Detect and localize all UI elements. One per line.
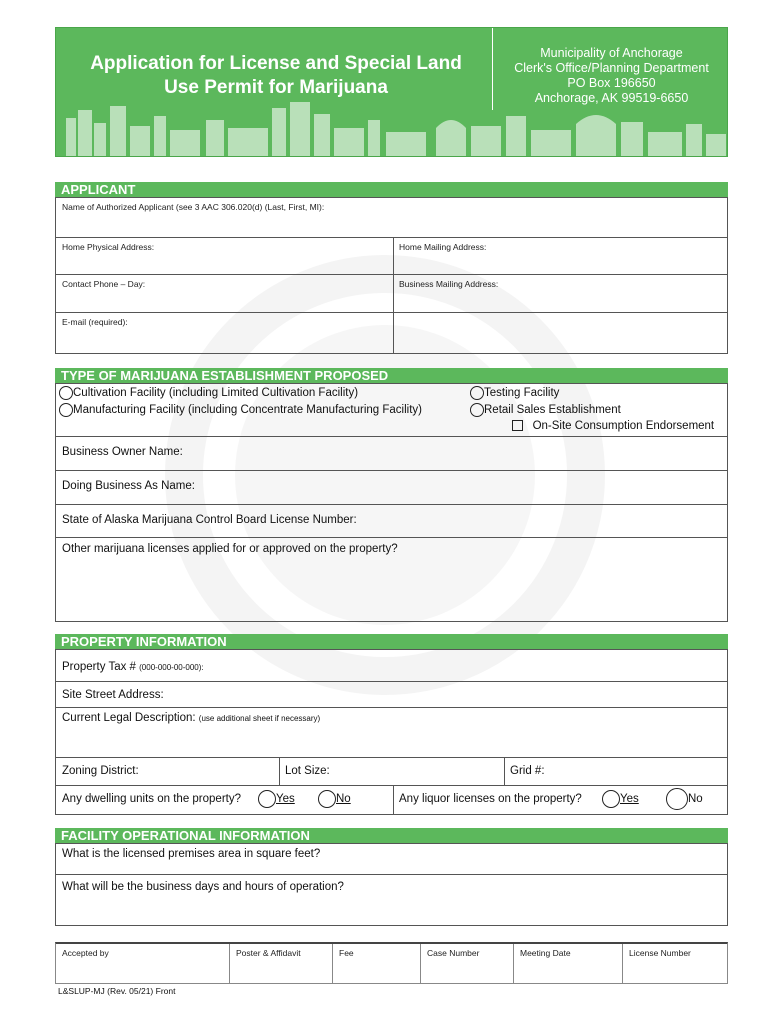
property-tax-label: Property Tax # (000-000-00-000): bbox=[62, 661, 204, 673]
business-mailing-address-label: Business Mailing Address: bbox=[399, 279, 499, 289]
option-retail[interactable]: Retail Sales Establishment bbox=[470, 403, 621, 417]
poster-affidavit-label: Poster & Affidavit bbox=[236, 948, 301, 958]
business-owner-name-label: Business Owner Name: bbox=[62, 446, 183, 458]
dwelling-units-question: Any dwelling units on the property? bbox=[62, 793, 241, 805]
property-heading: PROPERTY INFORMATION bbox=[55, 634, 728, 649]
accepted-by-label: Accepted by bbox=[62, 948, 109, 958]
lot-size-label: Lot Size: bbox=[285, 765, 330, 777]
fee-label: Fee bbox=[339, 948, 354, 958]
property-section bbox=[55, 649, 728, 815]
municipality-address: Municipality of Anchorage Clerk's Office/Planning Department PO Box 196650 Anchorage, AK 99519-6650 bbox=[514, 46, 709, 105]
meeting-date-label: Meeting Date bbox=[520, 948, 571, 958]
dwelling-no-option[interactable]: No bbox=[318, 790, 351, 808]
other-licenses-label: Other marijuana licenses applied for or approved on the property? bbox=[62, 543, 398, 555]
premises-area-question: What is the licensed premises area in square feet? bbox=[62, 848, 321, 860]
mcb-license-number-label: State of Alaska Marijuana Control Board License Number: bbox=[62, 514, 357, 526]
option-cultivation[interactable]: Cultivation Facility (including Limited Cultivation Facility) bbox=[59, 386, 358, 400]
license-number-label: License Number bbox=[629, 948, 691, 958]
legal-description-label: Current Legal Description: (use additional sheet if necessary) bbox=[62, 712, 321, 724]
dba-name-label: Doing Business As Name: bbox=[62, 480, 195, 492]
home-mailing-address-label: Home Mailing Address: bbox=[399, 242, 487, 252]
testing-radio[interactable] bbox=[470, 386, 484, 400]
applicant-heading: APPLICANT bbox=[55, 182, 728, 197]
dwelling-yes-option[interactable]: Yes bbox=[258, 790, 295, 808]
liquor-licenses-question: Any liquor licenses on the property? bbox=[399, 793, 582, 805]
liquor-no-radio[interactable] bbox=[666, 788, 688, 810]
applicant-name-label: Name of Authorized Applicant (see 3 AAC 306.020(d) (Last, First, MI): bbox=[62, 202, 325, 212]
site-street-address-label: Site Street Address: bbox=[62, 689, 164, 701]
facility-section bbox=[55, 843, 728, 926]
dwelling-no-radio[interactable] bbox=[318, 790, 336, 808]
establishment-section bbox=[55, 383, 728, 622]
form-title: Application for License and Special Land Use Permit for Marijuana bbox=[90, 53, 462, 98]
establishment-heading: TYPE OF MARIJUANA ESTABLISHMENT PROPOSED bbox=[55, 368, 728, 383]
facility-heading: FACILITY OPERATIONAL INFORMATION bbox=[55, 828, 728, 843]
onsite-consumption-checkbox[interactable] bbox=[512, 420, 523, 431]
form-header bbox=[55, 27, 728, 157]
retail-radio[interactable] bbox=[470, 403, 484, 417]
email-label: E-mail (required): bbox=[62, 317, 128, 327]
city-skyline-graphic bbox=[56, 98, 727, 156]
contact-phone-label: Contact Phone – Day: bbox=[62, 279, 146, 289]
manufacturing-radio[interactable] bbox=[59, 403, 73, 417]
applicant-section bbox=[55, 197, 728, 354]
case-number-label: Case Number bbox=[427, 948, 480, 958]
business-hours-question: What will be the business days and hours of operation? bbox=[62, 881, 344, 893]
grid-number-label: Grid #: bbox=[510, 765, 545, 777]
liquor-yes-radio[interactable] bbox=[602, 790, 620, 808]
form-revision-id: L&SLUP-MJ (Rev. 05/21) Front bbox=[58, 986, 176, 996]
dwelling-yes-radio[interactable] bbox=[258, 790, 276, 808]
home-physical-address-label: Home Physical Address: bbox=[62, 242, 155, 252]
liquor-yes-option[interactable]: Yes bbox=[602, 790, 639, 808]
cultivation-radio[interactable] bbox=[59, 386, 73, 400]
option-testing[interactable]: Testing Facility bbox=[470, 386, 559, 400]
option-onsite-consumption[interactable]: On-Site Consumption Endorsement bbox=[512, 420, 714, 432]
zoning-district-label: Zoning District: bbox=[62, 765, 139, 777]
office-use-row bbox=[55, 942, 728, 984]
liquor-no-option[interactable]: No bbox=[666, 788, 703, 810]
option-manufacturing[interactable]: Manufacturing Facility (including Concentrate Manufacturing Facility) bbox=[59, 403, 422, 417]
